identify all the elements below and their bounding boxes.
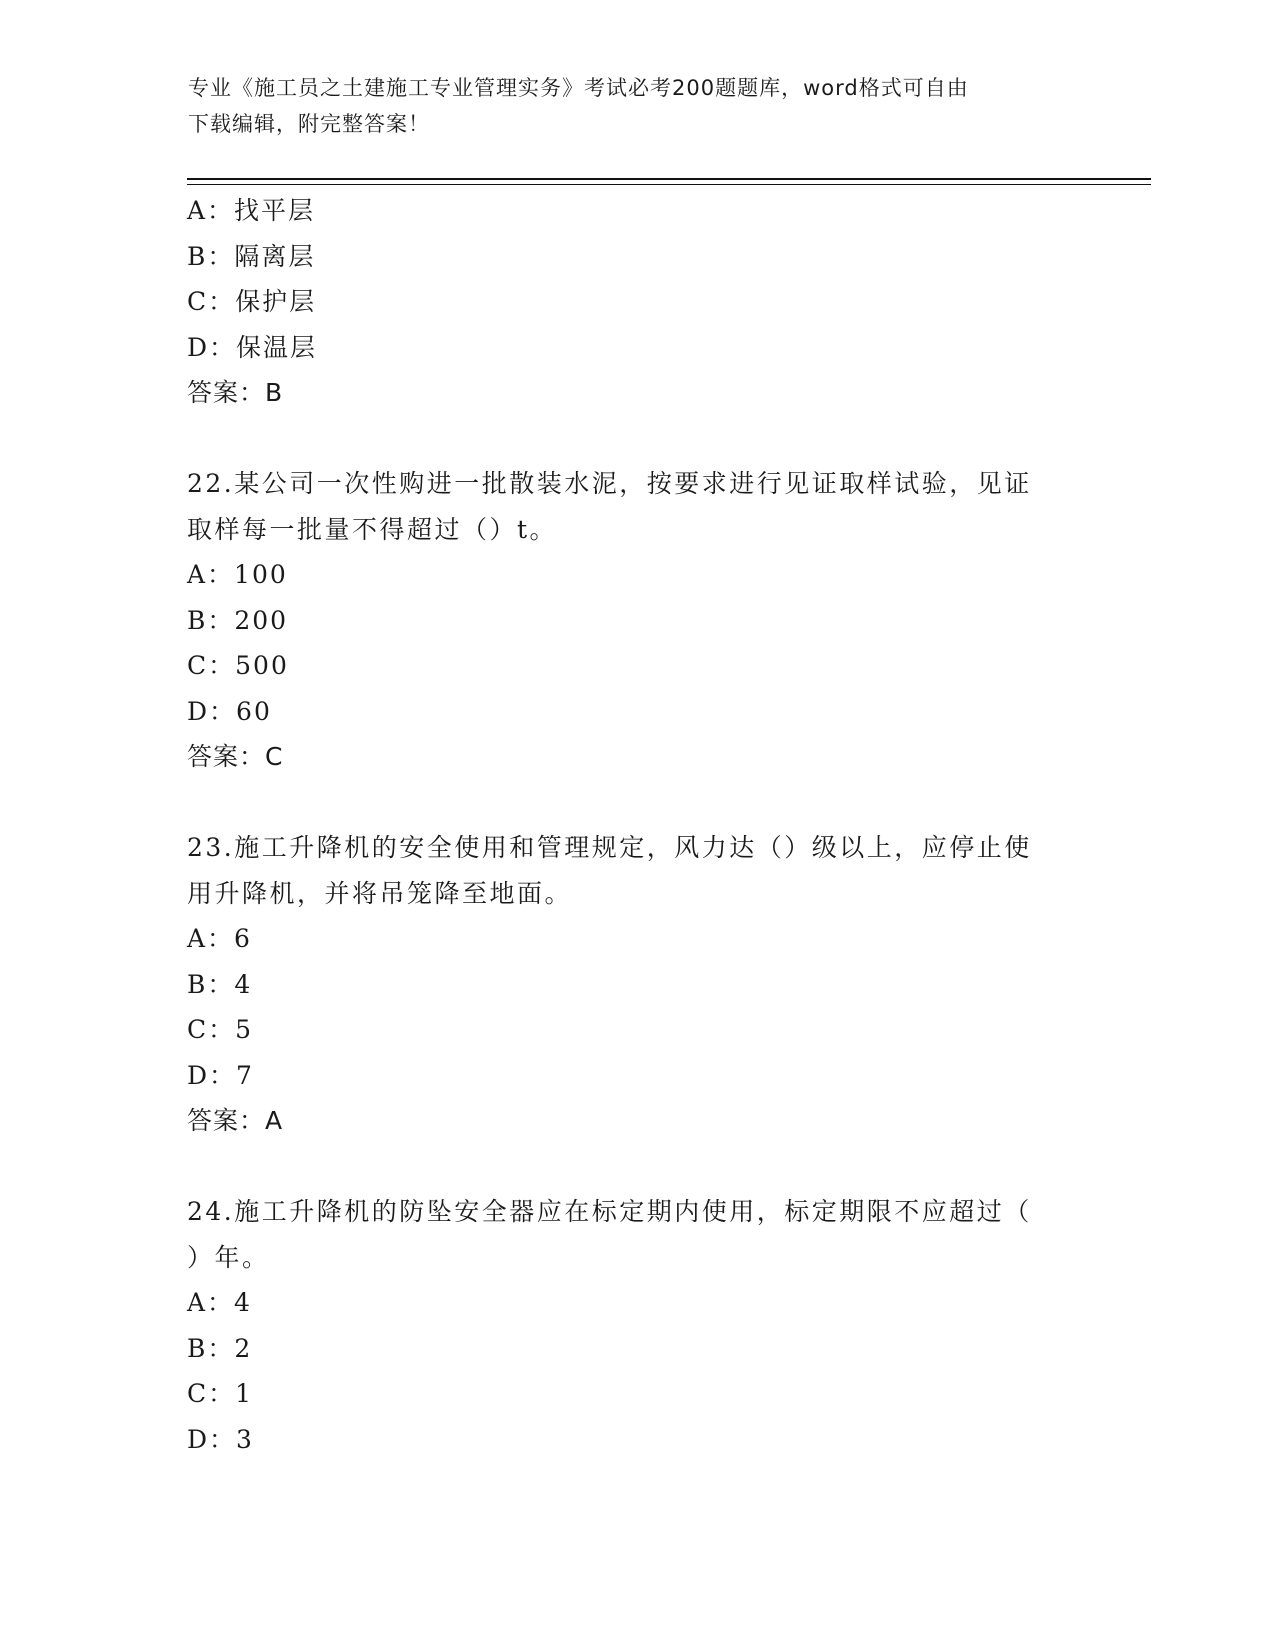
option-a: A：4 <box>187 1288 252 1317</box>
option-b: B：2 <box>187 1333 253 1363</box>
option-c: C：5 <box>187 1015 254 1044</box>
option-a: A：100 <box>187 560 288 589</box>
header-divider-thin <box>187 184 1151 185</box>
question-text-line-2: 用升降机，并将吊笼降至地面。 <box>187 878 573 908</box>
question-text-line-2: 取样每一批量不得超过（）t。 <box>187 514 558 544</box>
question-list <box>187 188 1087 1462</box>
option-b: B：4 <box>187 969 253 999</box>
document-header <box>188 70 1088 142</box>
option-c: C：1 <box>187 1379 254 1408</box>
question-text-line-1: 22.某公司一次性购进一批散装水泥，按要求进行见证取样试验，见证 <box>187 469 1032 498</box>
question-24 <box>187 1189 1087 1462</box>
option-c: C：保护层 <box>187 287 317 316</box>
option-d: D：60 <box>187 696 272 726</box>
question-22 <box>187 461 1087 780</box>
answer: 答案：A <box>187 1106 284 1135</box>
question-23 <box>187 825 1087 1144</box>
header-divider-thick <box>187 178 1151 180</box>
option-b: B：隔离层 <box>187 241 316 271</box>
question-text-line-1: 23.施工升降机的安全使用和管理规定，风力达（）级以上，应停止使 <box>187 833 1032 862</box>
option-a: A：找平层 <box>187 196 316 225</box>
header-line-2: 下载编辑，附完整答案！ <box>188 112 430 136</box>
answer: 答案：C <box>187 742 284 771</box>
option-d: D：保温层 <box>187 332 318 362</box>
header-line-1: 专业《施工员之土建施工专业管理实务》考试必考200题题库，word格式可自由 <box>188 76 969 100</box>
question-text-line-1: 24.施工升降机的防坠安全器应在标定期内使用，标定期限不应超过（ <box>187 1197 1032 1226</box>
option-c: C：500 <box>187 651 289 680</box>
option-d: D：3 <box>187 1424 254 1454</box>
question-text-line-2: ）年。 <box>187 1242 270 1272</box>
option-b: B：200 <box>187 605 289 635</box>
option-a: A：6 <box>187 924 252 953</box>
answer: 答案：B <box>187 378 284 407</box>
question-21 <box>187 188 1087 416</box>
option-d: D：7 <box>187 1060 254 1090</box>
